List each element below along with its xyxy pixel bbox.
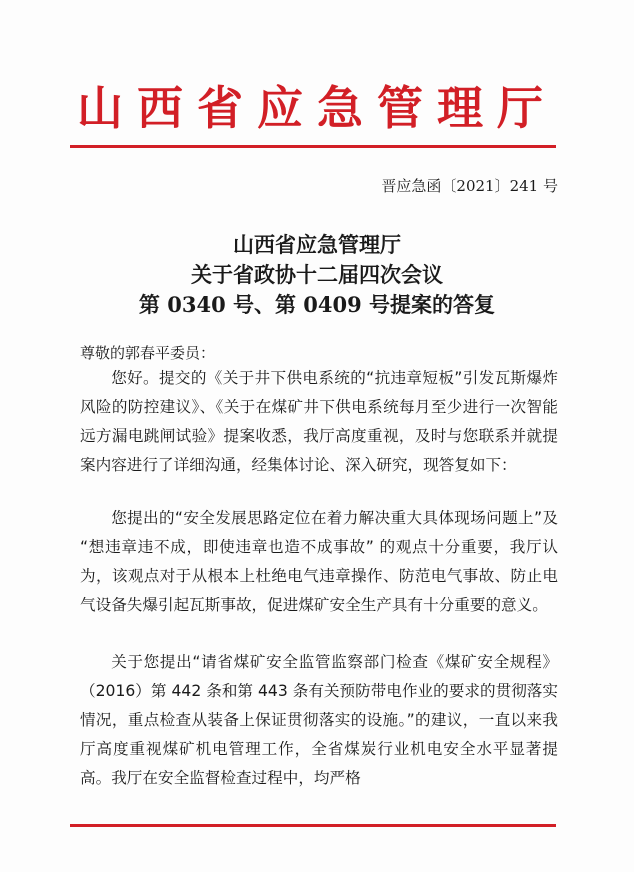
body-paragraph-3: 关于您提出“请省煤矿安全监管监察部门检查《煤矿安全规程》（2016）第 442 条和第 443 条有关预防带电作业的要求的贯彻落实情况，重点检查从装备上保证贯彻落实的设施。”的建议，一直以来我厅高度重视煤矿机电管理工作，全省煤炭行业机电安全水平显著提高。我厅在安全监督检查过程中，均严格 <box>80 653 558 787</box>
red-divider-bottom <box>70 824 556 827</box>
title-line-2: 关于省政协十二届四次会议 <box>191 262 443 287</box>
title-line-3: 第 0340 号、第 0409 号提案的答复 <box>138 292 496 317</box>
body-paragraph-1: 您好。提交的《关于井下供电系统的“抗违章短板”引发瓦斯爆炸风险的防控建议》、《关于在煤矿井下供电系统每月至少进行一次智能远方漏电跳闸试验》提案收悉，我厅高度重视，及时与您联系并就提案内容进行了详细沟通，经集体讨论、深入研究，现答复如下： <box>80 369 558 474</box>
document-number: 晋应急函〔2021〕241 号 <box>381 177 558 195</box>
salutation: 尊敬的郭春平委员： <box>80 344 216 362</box>
red-divider-top <box>70 145 556 148</box>
letterhead-title: 山西省应急管理厅 <box>77 81 557 135</box>
title-line-1: 山西省应急管理厅 <box>233 232 401 257</box>
body-paragraph-2: 您提出的“安全发展思路定位在着力解决重大具体现场问题上”及 “想违章违不成，即使违章也造不成事故” 的观点十分重要，我厅认为，该观点对于从根本上杜绝电气违章操作、防范电气事故、防止电气设备失爆引起瓦斯事故，促进煤矿安全生产具有十分重要的意义。 <box>80 509 558 614</box>
